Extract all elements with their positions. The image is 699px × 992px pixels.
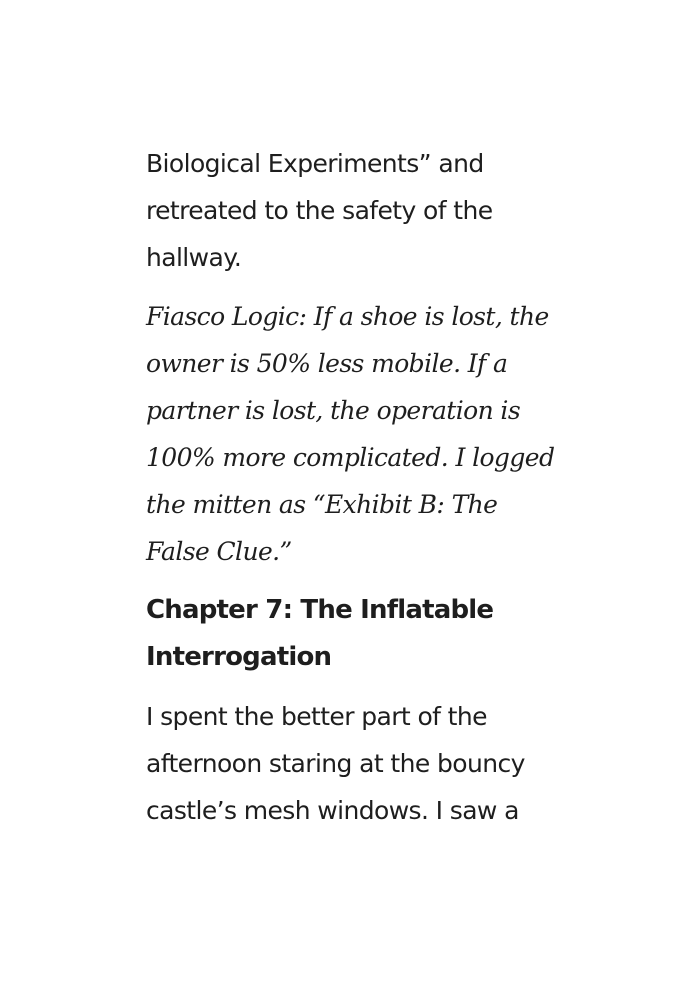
text-line: Biological Experiments” and bbox=[146, 149, 484, 178]
book-page bbox=[146, 140, 566, 846]
text-line: retreated to the safety of the bbox=[146, 196, 493, 225]
text-line: False Clue.” bbox=[146, 537, 292, 566]
chapter-heading bbox=[146, 587, 566, 681]
text-line: owner is 50% less mobile. If a bbox=[146, 349, 508, 378]
text-line: I spent the better part of the bbox=[146, 702, 487, 731]
text-line: afternoon staring at the bouncy bbox=[146, 749, 525, 778]
text-line: castle’s mesh windows. I saw a bbox=[146, 796, 519, 825]
text-line: the mitten as “Exhibit B: The bbox=[146, 490, 498, 519]
text-line: hallway. bbox=[146, 243, 242, 272]
paragraph-chapter-body bbox=[146, 693, 566, 834]
text-line: 100% more complicated. I logged bbox=[146, 443, 555, 472]
paragraph-hallway bbox=[146, 140, 566, 281]
paragraph-fiasco-logic bbox=[146, 293, 566, 575]
heading-line: Interrogation bbox=[146, 642, 332, 672]
text-line: Fiasco Logic: If a shoe is lost, the bbox=[146, 302, 549, 331]
heading-line: Chapter 7: The Inflatable bbox=[146, 595, 494, 625]
text-line: partner is lost, the operation is bbox=[146, 396, 521, 425]
